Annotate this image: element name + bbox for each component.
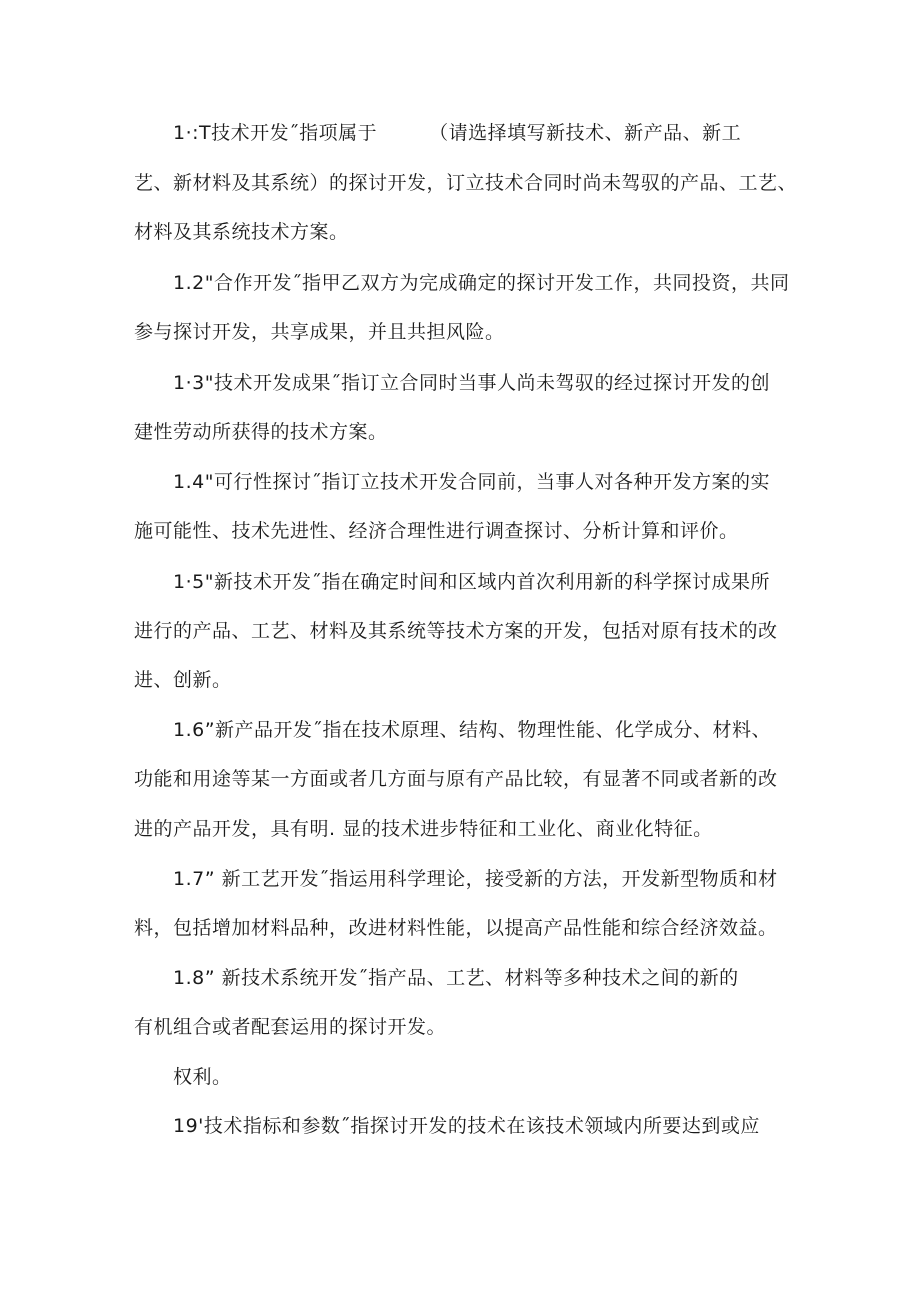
paragraph-1-term: 1·:T技术开发˝指项属于 — [173, 122, 378, 144]
paragraph-8-line-1: 1.8” 新技术系统开发˝指产品、工艺、材料等多种技术之间的新的 — [173, 967, 739, 989]
paragraph-3-line-1: 1·3"技术开发成果˝指订立合同时当事人尚未驾驭的经过探讨开发的创 — [173, 372, 770, 394]
paragraph-4-line-2: 施可能性、技术先进性、经济合理性进行调查探讨、分析计算和评价。 — [134, 520, 739, 542]
paragraph-1-note: （请选择填写新技术、新产品、新工 — [429, 122, 742, 144]
paragraph-9-line-1: 权利。 — [173, 1066, 232, 1088]
paragraph-2-line-2: 参与探讨开发，共享成果，并且共担风险。 — [134, 321, 505, 343]
paragraph-7-line-1: 1.7” 新工艺开发˝指运用科学理论，接受新的方法，开发新型物质和材 — [173, 868, 778, 890]
paragraph-1-line-2: 艺、新材料及其系统）的探讨开发，订立技术合同时尚未驾驭的产品、工艺、 — [134, 172, 798, 194]
paragraph-5-line-2: 进行的产品、工艺、材料及其系统等技术方案的开发，包括对原有技术的改 — [134, 620, 778, 642]
paragraph-4-line-1: 1.4"可行性探讨˝指订立技术开发合同前，当事人对各种开发方案的实 — [173, 471, 770, 493]
paragraph-6-line-3: 进的产品开发，具有明. 显的技术进步特征和工业化、商业化特征。 — [134, 818, 713, 840]
paragraph-7-line-2: 料，包括增加材料品种，改进材料性能，以提高产品性能和综合经济效益。 — [134, 917, 778, 939]
paragraph-2-line-1: 1.2"合作开发˝指甲乙双方为完成确定的探讨开发工作，共同投资，共同 — [173, 272, 790, 294]
paragraph-6-line-2: 功能和用途等某一方面或者几方面与原有产品比较，有显著不同或者新的改 — [134, 768, 778, 790]
paragraph-5-line-1: 1·5"新技术开发˝指在确定时间和区域内首次利用新的科学探讨成果所 — [173, 571, 770, 593]
paragraph-8-line-2: 有机组合或者配套运用的探讨开发。 — [134, 1016, 447, 1038]
paragraph-10-line-1: 19'技术指标和参数˝指探讨开发的技术在该技术领域内所要达到或应 — [173, 1115, 760, 1137]
paragraph-6-line-1: 1.6”新产品开发˝指在技术原理、结构、物理性能、化学成分、材料、 — [173, 719, 772, 741]
paragraph-1-line-1 — [173, 121, 741, 145]
paragraph-3-line-2: 建性劳动所获得的技术方案。 — [134, 421, 388, 443]
paragraph-5-line-3: 进、创新。 — [134, 669, 232, 691]
paragraph-1-line-3: 材料及其系统技术方案。 — [134, 221, 349, 243]
